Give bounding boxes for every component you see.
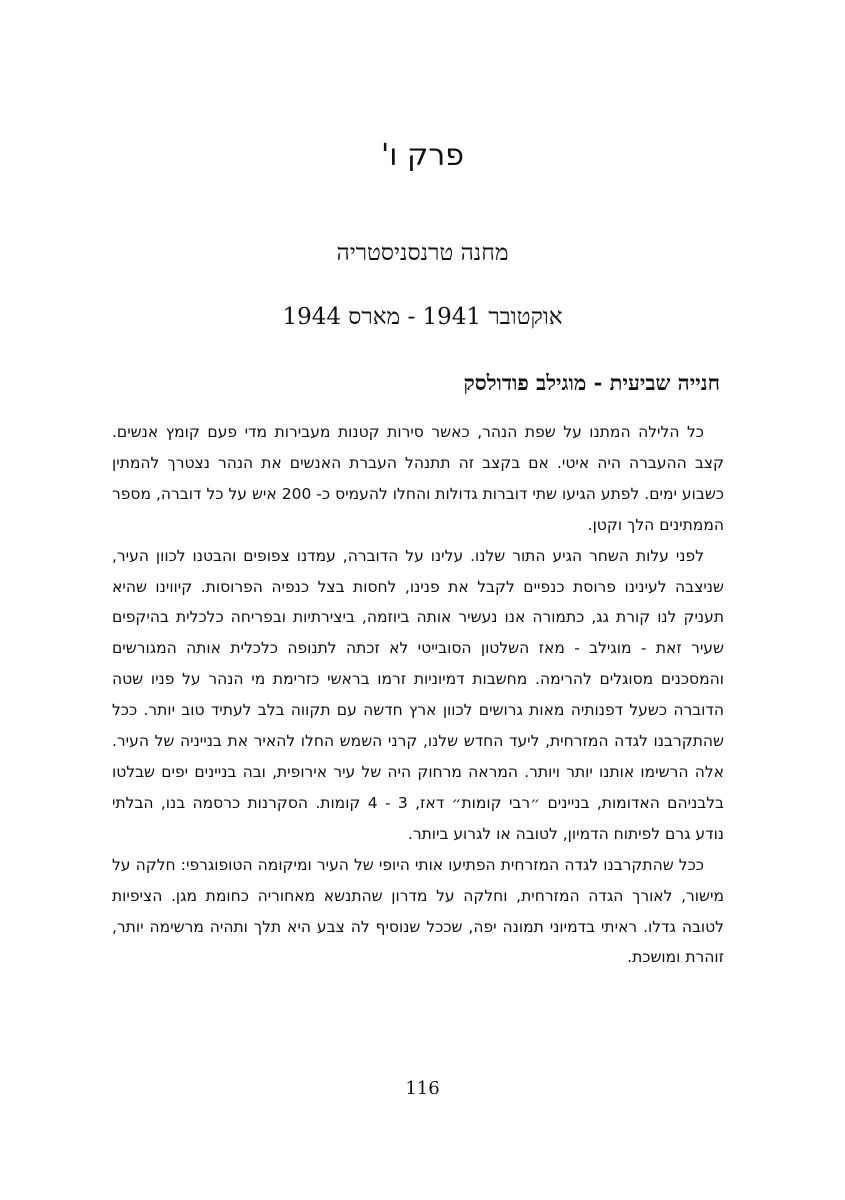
- body-text: [112, 417, 724, 973]
- camp-heading: מחנה טרנסניסטריה: [336, 240, 509, 266]
- paragraph: כל הלילה המתנו על שפת הנהר, כאשר סירות קטנות מעבירות מדי פעם קומץ אנשים. קצב ההעברה היה איטי. אם בקצב זה תתנהל העברת האנשים את הנהר נצטרך להמתין כשבוע ימים. לפתע הגיעו שתי דוברות גדולות והחלו להעמיס כ- 200 איש על כל דוברה, מספר הממתינים הלך וקטן.: [112, 423, 724, 534]
- paragraph: ככל שהתקרבנו לגדה המזרחית הפתיעו אותי היופי של העיר ומיקומה הטופוגרפי: חלקה על מישור, לאורך הגדה המזרחית, וחלקה על מדרון שהתנשא מאחוריה כחומת מגן. הציפיות לטובה גדלו. ראיתי בדמיוני תמונה יפה, שככל שנוסיף לה צבע היא תלך ותהיה מרשימה יותר, זוהרת ומושכת.: [112, 855, 724, 967]
- page-number: 116: [405, 1078, 440, 1099]
- section-heading: חנייה שביעית - מוגילב פודולסק: [463, 370, 720, 395]
- paragraph: לפני עלות השחר הגיע התור שלנו. עלינו על הדוברה, עמדנו צפופים והבטנו לכוון העיר, שניצבה לעינינו פרוסת כנפיים לקבל את פנינו, לחסות בצל כנפיה הפרוסות. קיווינו שהיא תעניק לנו קורת גג, כתמורה אנו נעשיר אותה ביוזמה, ביצירתיות ובפריחה כלכלית בהיקפים שעיר זאת - מוגילב - מאז השלטון הסובייטי לא זכתה לתנופה כלכלית אותה המגורשים והמסכנים מסוגלים להרימה. מחשבות דמיוניות זרמו בראשי כזרימת מי הנהר על פניו שטה הדוברה כשעל דפנותיה מאות גרושים לכוון ארץ חדשה עם תקווה בלב לעתיד טוב יותר. ככל שהתקרבנו לגדה המזרחית, ליעד החדש שלנו, קרני השמש החלו להאיר את בנייניה של העיר. אלה הרשימו אותנו יותר ויותר. המראה מרחוק היה של עיר אירופית, ובה בניינים יפים שבלטו בלבניהם האדומות, בניינים ״רבי קומות״ דאז, 3 - 4 קומות. הסקרנות כרסמה בנו, הבלתי נודע גרם לפיתוח הדמיון, לטובה או לגרוע ביותר.: [112, 546, 725, 843]
- dates-heading: אוקטובר 1941 - מארס 1944: [282, 304, 563, 330]
- chapter-title: פרק ו': [381, 138, 464, 173]
